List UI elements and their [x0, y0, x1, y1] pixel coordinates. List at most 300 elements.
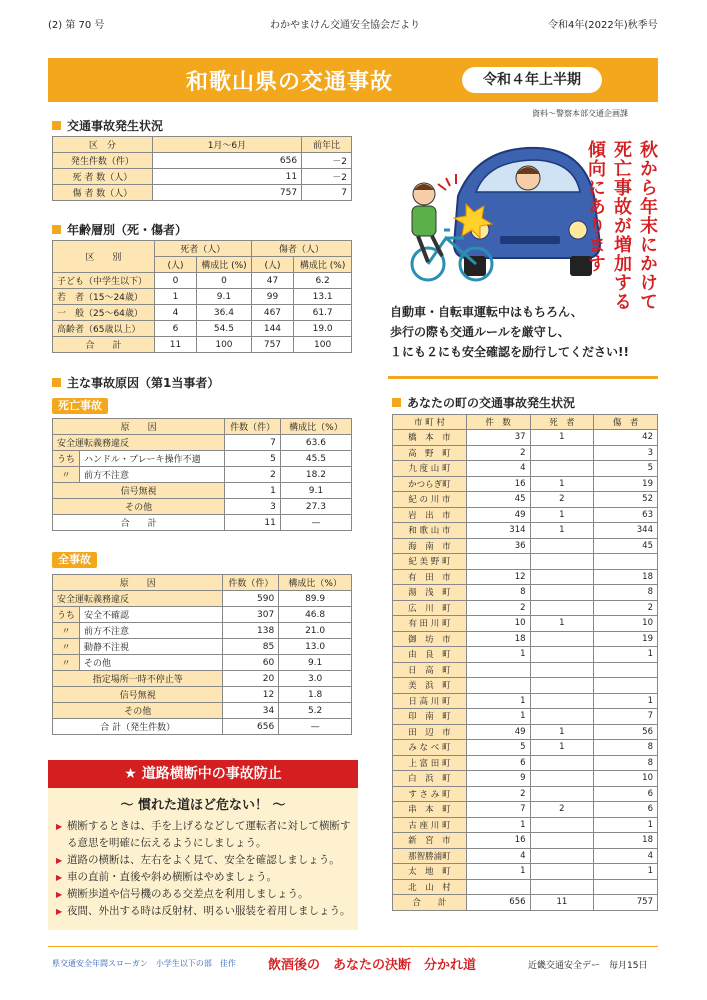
injury-count: 757	[594, 895, 658, 911]
town-name: 橋 本 市	[393, 430, 467, 446]
table-row	[393, 817, 658, 833]
table-row	[393, 709, 658, 725]
warning-vertical-text-2: 死亡事故が増加する	[611, 140, 632, 311]
cause-ratio: —	[279, 719, 352, 735]
town-name: 古 座 川 町	[393, 817, 467, 833]
safety-message	[390, 302, 658, 362]
accident-count	[466, 879, 530, 895]
table-row	[53, 703, 352, 719]
header-cell: 構成比（%）	[280, 419, 351, 435]
table-row	[393, 786, 658, 802]
cause-count: 34	[223, 703, 279, 719]
square-bullet-icon	[392, 398, 401, 407]
cause-label: 前方不注意	[80, 623, 223, 639]
cause-count: 138	[223, 623, 279, 639]
header-cell: 原 因	[53, 575, 223, 591]
square-bullet-icon	[52, 378, 61, 387]
accident-count: 2	[466, 600, 530, 616]
table-row	[53, 451, 352, 467]
death-count: 1	[530, 616, 594, 632]
cause-label: 信号無視	[53, 483, 225, 499]
safety-message-line: 自動車・自転車運転中はもちろん、	[390, 305, 583, 319]
death-count	[530, 709, 594, 725]
injury-count: 1	[594, 817, 658, 833]
accident-count: 1	[466, 693, 530, 709]
list-item: ▶ 横断するときは、手を上げるなどして運転者に対して横断する意思を明確に伝えるようにしましょう。	[56, 820, 351, 849]
header-cell: 死 者	[530, 415, 594, 430]
cause-count: 3	[225, 499, 281, 515]
accident-count: 314	[466, 523, 530, 539]
death-count: 1	[530, 430, 594, 446]
header-cell: (人)	[251, 257, 294, 273]
pedestrian-box-header	[48, 760, 358, 788]
table-row-total: 合 計 11 100 757 100	[53, 337, 352, 353]
header-cell: 区 分	[53, 137, 153, 153]
table-row	[53, 499, 352, 515]
death-count: 2	[530, 802, 594, 818]
accident-count: 9	[466, 771, 530, 787]
town-name: 高 野 町	[393, 445, 467, 461]
cause-label: 安全運転義務違反	[53, 435, 225, 451]
death-count: 1	[530, 523, 594, 539]
cause-ratio: 21.0	[279, 623, 352, 639]
injury-count: 1	[594, 647, 658, 663]
injury-count: 8	[594, 585, 658, 601]
pedestrian-safety-box	[48, 760, 358, 930]
divider	[388, 376, 658, 379]
slogan-text: 飲酒後の あなたの決断 分かれ道	[268, 958, 477, 973]
town-name: かつらぎ町	[393, 476, 467, 492]
table-row	[53, 435, 352, 451]
safety-day-note: 近畿交通安全デー 毎月15日	[528, 961, 648, 971]
death-count	[530, 817, 594, 833]
injury-count: 8	[594, 755, 658, 771]
section-title-status: 交通事故発生状況	[52, 117, 163, 134]
list-item: ▶ 車の直前・直後や斜め横断はやめましょう。	[56, 869, 356, 886]
death-count	[530, 662, 594, 678]
town-name: 和 歌 山 市	[393, 523, 467, 539]
death-count	[530, 879, 594, 895]
section-title-causes: 主な事故原因（第1当事者）	[52, 374, 219, 391]
table-row	[53, 671, 352, 687]
accident-count: 37	[466, 430, 530, 446]
page-header	[48, 16, 658, 34]
injury-count: 4	[594, 848, 658, 864]
table-row: 傷 者 数（人） 757 7	[53, 185, 352, 201]
table-row	[393, 879, 658, 895]
cause-ratio: 3.0	[279, 671, 352, 687]
cause-ratio: 45.5	[280, 451, 351, 467]
table-row	[393, 678, 658, 694]
accident-count: 2	[466, 445, 530, 461]
injury-count	[594, 879, 658, 895]
cause-ratio: 9.1	[279, 655, 352, 671]
death-count	[530, 864, 594, 880]
list-item: ▶ 夜間、外出する時は反射材、明るい服装を着用しましょう。	[56, 903, 356, 920]
section-title-towns: あなたの町の交通事故発生状況	[392, 394, 575, 411]
town-name: 太 地 町	[393, 864, 467, 880]
header-cell: 市 町 村	[393, 415, 467, 430]
cause-count: 656	[223, 719, 279, 735]
triangle-bullet-icon: ▶	[56, 890, 63, 899]
cause-count: 12	[223, 687, 279, 703]
sub-cause-prefix: うち	[53, 451, 80, 467]
all-causes-table	[52, 574, 352, 735]
table-row	[393, 771, 658, 787]
death-count	[530, 585, 594, 601]
injury-count: 8	[594, 740, 658, 756]
table-row	[393, 538, 658, 554]
table-row	[53, 467, 352, 483]
table-row	[393, 833, 658, 849]
cause-label: 安全不確認	[80, 607, 223, 623]
death-count	[530, 771, 594, 787]
cause-count: 590	[223, 591, 279, 607]
cause-ratio: 5.2	[279, 703, 352, 719]
header-cell: 原 因	[53, 419, 225, 435]
safety-message-line: １にも２にも安全確認を励行してください!!	[390, 345, 629, 359]
header-cell: 構成比 (%)	[294, 257, 352, 273]
cause-ratio: —	[280, 515, 351, 531]
town-name: 上 富 田 町	[393, 755, 467, 771]
death-count	[530, 833, 594, 849]
death-count	[530, 631, 594, 647]
cause-label: その他	[53, 499, 225, 515]
square-bullet-icon	[52, 225, 61, 234]
table-row	[393, 430, 658, 446]
accident-count: 36	[466, 538, 530, 554]
table-row	[393, 523, 658, 539]
table-row	[53, 483, 352, 499]
page-title: 和歌山県の交通事故	[186, 70, 394, 95]
cause-label: 信号無視	[53, 687, 223, 703]
pedestrian-tips-list	[56, 818, 356, 920]
sub-cause-prefix: 〃	[53, 639, 80, 655]
injury-count: 7	[594, 709, 658, 725]
town-name: 田 辺 市	[393, 724, 467, 740]
accident-count: 5	[466, 740, 530, 756]
list-item: ▶ 横断歩道や信号機のある交差点を利用しましょう。	[56, 886, 356, 903]
header-cell: 傷者（人）	[251, 241, 351, 257]
table-row	[393, 848, 658, 864]
death-count	[530, 461, 594, 477]
table-row	[53, 655, 352, 671]
all-accidents-tag: 全事故	[52, 552, 97, 568]
table-row	[53, 687, 352, 703]
accident-count	[466, 662, 530, 678]
accident-count: 45	[466, 492, 530, 508]
town-name: 由 良 町	[393, 647, 467, 663]
triangle-bullet-icon: ▶	[56, 856, 63, 865]
square-bullet-icon	[52, 121, 61, 130]
cause-label: その他	[53, 703, 223, 719]
table-row	[393, 864, 658, 880]
sub-cause-prefix: 〃	[53, 467, 80, 483]
town-name: 紀 美 野 町	[393, 554, 467, 570]
death-count: 1	[530, 507, 594, 523]
slogan-award-label: 県交通安全年間スローガン 小学生以下の部 佳作	[52, 959, 236, 968]
table-row	[53, 639, 352, 655]
injury-count: 63	[594, 507, 658, 523]
header-cell: 件数（件）	[225, 419, 281, 435]
injury-count: 56	[594, 724, 658, 740]
injury-count: 45	[594, 538, 658, 554]
injury-count: 3	[594, 445, 658, 461]
town-accidents-table	[392, 414, 658, 911]
fatal-causes-table	[52, 418, 352, 531]
triangle-bullet-icon: ▶	[56, 873, 63, 882]
injury-count: 6	[594, 802, 658, 818]
injury-count: 2	[594, 600, 658, 616]
table-row	[393, 554, 658, 570]
star-icon: ★	[124, 766, 142, 782]
death-count: 2	[530, 492, 594, 508]
town-name: 日 高 町	[393, 662, 467, 678]
cause-label: ハンドル・ブレーキ操作不適	[80, 451, 225, 467]
injury-count	[594, 662, 658, 678]
table-row	[393, 585, 658, 601]
header-cell: 死者（人）	[154, 241, 251, 257]
town-name: 新 宮 市	[393, 833, 467, 849]
injury-count: 6	[594, 786, 658, 802]
accident-count: 10	[466, 616, 530, 632]
warning-vertical-text-1: 秋から年末にかけて	[637, 140, 658, 311]
accident-count: 7	[466, 802, 530, 818]
death-count	[530, 569, 594, 585]
accident-count: 1	[466, 864, 530, 880]
accident-count: 8	[466, 585, 530, 601]
death-count	[530, 848, 594, 864]
accident-count	[466, 678, 530, 694]
cause-label: 動静不注視	[80, 639, 223, 655]
cause-count: 1	[225, 483, 281, 499]
sub-cause-prefix: うち	[53, 607, 80, 623]
table-row	[393, 492, 658, 508]
cause-ratio: 18.2	[280, 467, 351, 483]
sub-cause-prefix: 〃	[53, 655, 80, 671]
cause-label: 前方不注意	[80, 467, 225, 483]
accident-count: 18	[466, 631, 530, 647]
cause-ratio: 89.9	[279, 591, 352, 607]
table-row	[393, 662, 658, 678]
accident-count: 656	[466, 895, 530, 911]
header-cell: 区 別	[53, 241, 155, 273]
table-row	[393, 600, 658, 616]
accident-count: 4	[466, 461, 530, 477]
death-count	[530, 554, 594, 570]
table-row	[53, 719, 352, 735]
cause-label: 合 計（発生件数）	[53, 719, 223, 735]
age-group-table	[52, 240, 352, 353]
death-count	[530, 678, 594, 694]
death-count	[530, 445, 594, 461]
town-name: 白 浜 町	[393, 771, 467, 787]
table-row	[393, 755, 658, 771]
accident-count: 4	[466, 848, 530, 864]
header-cell: 1月～6月	[152, 137, 301, 153]
accident-count: 1	[466, 817, 530, 833]
injury-count: 18	[594, 833, 658, 849]
town-name: み な べ 町	[393, 740, 467, 756]
town-name: 串 本 町	[393, 802, 467, 818]
injury-count: 19	[594, 476, 658, 492]
death-count	[530, 786, 594, 802]
list-item: ▶ 道路の横断は、左右をよく見て、安全を確認しましょう。	[56, 852, 356, 869]
town-name: 那智勝浦町	[393, 848, 467, 864]
injury-count	[594, 554, 658, 570]
cause-label: 合 計	[53, 515, 225, 531]
table-row	[393, 569, 658, 585]
town-name: 湯 浅 町	[393, 585, 467, 601]
injury-count: 5	[594, 461, 658, 477]
cause-count: 7	[225, 435, 281, 451]
accident-status-table	[52, 136, 352, 201]
death-count: 1	[530, 476, 594, 492]
table-row	[393, 507, 658, 523]
death-count	[530, 693, 594, 709]
safety-message-line: 歩行の際も交通ルールを厳守し、	[390, 325, 570, 339]
table-row	[393, 476, 658, 492]
header-cell: 前年比	[302, 137, 352, 153]
accident-count: 16	[466, 476, 530, 492]
death-count	[530, 647, 594, 663]
table-row	[393, 616, 658, 632]
town-name: 御 坊 市	[393, 631, 467, 647]
table-row	[53, 515, 352, 531]
injury-count: 52	[594, 492, 658, 508]
town-name: 印 南 町	[393, 709, 467, 725]
injury-count: 18	[594, 569, 658, 585]
table-row: 発生件数（件） 656 －2	[53, 153, 352, 169]
period-badge: 令和４年上半期	[462, 67, 602, 93]
cause-ratio: 63.6	[280, 435, 351, 451]
town-name: 日 高 川 町	[393, 693, 467, 709]
table-row	[393, 740, 658, 756]
cause-count: 60	[223, 655, 279, 671]
accident-count: 49	[466, 724, 530, 740]
town-name: 合 計	[393, 895, 467, 911]
town-name: 岩 出 市	[393, 507, 467, 523]
accident-count: 49	[466, 507, 530, 523]
cause-label: 指定場所一時不停止等	[53, 671, 223, 687]
town-name: 有 田 川 町	[393, 616, 467, 632]
cause-ratio: 27.3	[280, 499, 351, 515]
injury-count: 1	[594, 693, 658, 709]
header-cell: 件数（件）	[223, 575, 279, 591]
accident-count: 2	[466, 786, 530, 802]
header-cell: 構成比（%）	[279, 575, 352, 591]
accident-count: 6	[466, 755, 530, 771]
data-source: 資料～警察本部交通企画課	[532, 109, 628, 118]
triangle-bullet-icon: ▶	[56, 822, 63, 831]
accident-count: 1	[466, 647, 530, 663]
accident-count	[466, 554, 530, 570]
cause-count: 5	[225, 451, 281, 467]
table-row	[393, 445, 658, 461]
section-title-age: 年齢層別（死・傷者）	[52, 221, 187, 238]
accident-count: 16	[466, 833, 530, 849]
accident-count: 12	[466, 569, 530, 585]
table-row: 若 者（15～24歳） 1 9.1 99 13.1	[53, 289, 352, 305]
fatal-accident-tag: 死亡事故	[52, 398, 108, 414]
table-row	[393, 802, 658, 818]
publication-name: わかやまけん交通安全協会だより	[270, 20, 420, 31]
table-row: 一 般（25～64歳） 4 36.4 467 61.7	[53, 305, 352, 321]
injury-count: 10	[594, 771, 658, 787]
table-row	[393, 724, 658, 740]
town-name: 北 山 村	[393, 879, 467, 895]
cause-count: 11	[225, 515, 281, 531]
pedestrian-box-title: 道路横断中の事故防止	[141, 766, 282, 782]
cause-label: 安全運転義務違反	[53, 591, 223, 607]
triangle-bullet-icon: ▶	[56, 907, 63, 916]
issue-number: (2) 第 70 号	[48, 20, 105, 31]
header-cell: 構成比 (%)	[197, 257, 251, 273]
town-name: 有 田 市	[393, 569, 467, 585]
pedestrian-box-subtitle: ～ 慣れた道ほど危ない！ ～	[120, 798, 286, 813]
table-row	[393, 693, 658, 709]
injury-count	[594, 678, 658, 694]
table-row: 子ども（中学生以下） 0 0 47 6.2	[53, 273, 352, 289]
title-banner	[48, 58, 658, 102]
death-count	[530, 755, 594, 771]
town-name: 海 南 市	[393, 538, 467, 554]
death-count: 1	[530, 724, 594, 740]
town-name: す さ み 町	[393, 786, 467, 802]
cause-ratio: 9.1	[280, 483, 351, 499]
injury-count: 344	[594, 523, 658, 539]
injury-count: 19	[594, 631, 658, 647]
cause-count: 20	[223, 671, 279, 687]
table-row: 死 者 数（人） 11 －2	[53, 169, 352, 185]
accident-count: 1	[466, 709, 530, 725]
header-cell: (人)	[154, 257, 196, 273]
table-row	[53, 591, 352, 607]
footer-divider	[48, 946, 658, 947]
death-count: 1	[530, 740, 594, 756]
town-name: 九 度 山 町	[393, 461, 467, 477]
injury-count: 10	[594, 616, 658, 632]
table-row	[393, 647, 658, 663]
injury-count: 42	[594, 430, 658, 446]
cause-count: 307	[223, 607, 279, 623]
cause-ratio: 13.0	[279, 639, 352, 655]
table-row-total	[393, 895, 658, 911]
cause-count: 2	[225, 467, 281, 483]
cause-ratio: 1.8	[279, 687, 352, 703]
table-row	[393, 461, 658, 477]
table-row	[393, 631, 658, 647]
town-name: 美 浜 町	[393, 678, 467, 694]
cause-label: その他	[80, 655, 223, 671]
injury-count: 1	[594, 864, 658, 880]
cause-ratio: 46.8	[279, 607, 352, 623]
issue-season: 令和4年(2022年)秋季号	[548, 20, 658, 31]
cause-count: 85	[223, 639, 279, 655]
table-row	[53, 623, 352, 639]
town-name: 広 川 町	[393, 600, 467, 616]
warning-vertical-text-3: 傾向にあります	[585, 140, 606, 273]
header-cell: 件 数	[466, 415, 530, 430]
table-row	[53, 607, 352, 623]
death-count	[530, 600, 594, 616]
sub-cause-prefix: 〃	[53, 623, 80, 639]
header-cell: 傷 者	[594, 415, 658, 430]
death-count	[530, 538, 594, 554]
town-name: 紀 の 川 市	[393, 492, 467, 508]
table-row: 高齢者（65歳以上） 6 54.5 144 19.0	[53, 321, 352, 337]
death-count: 11	[530, 895, 594, 911]
